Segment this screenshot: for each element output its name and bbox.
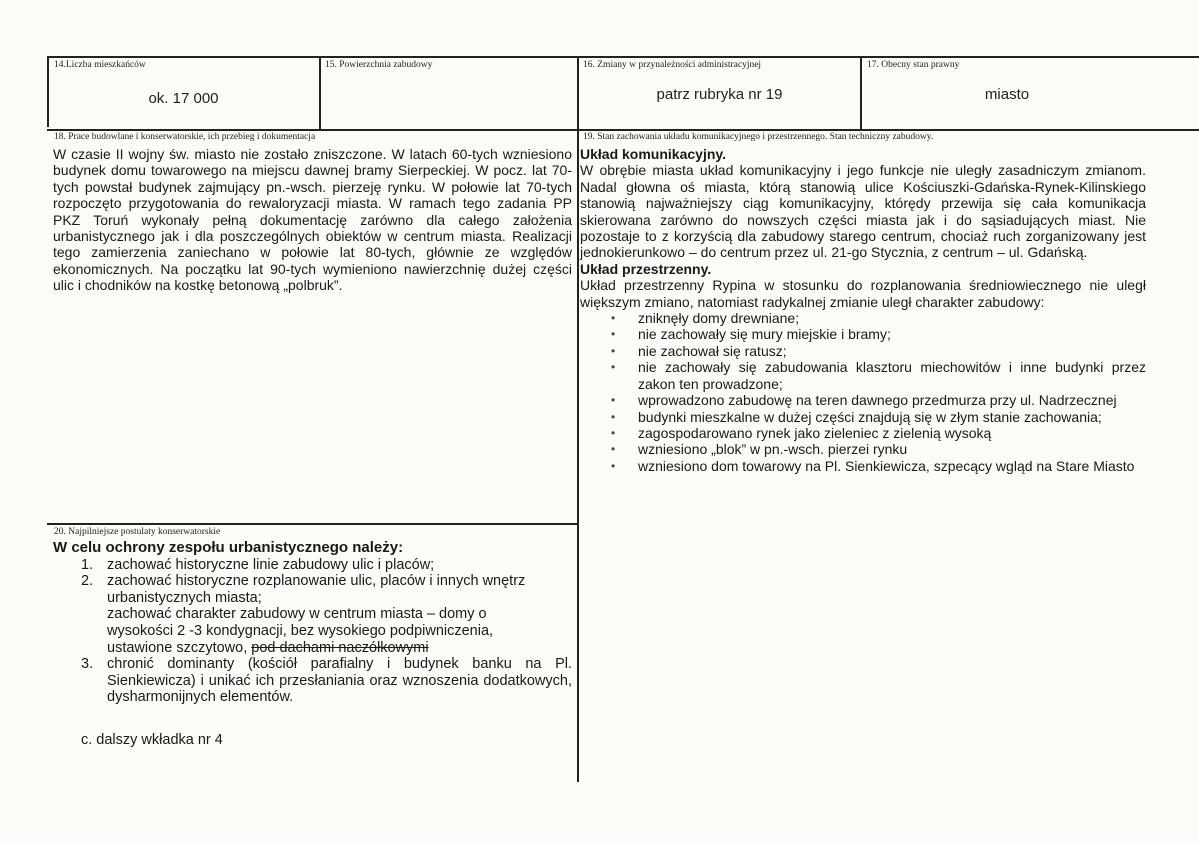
section-20-body	[53, 540, 572, 749]
section-18-caption: 18. Prace budowlane i konserwatorskie, ich przebieg i dokumentacja	[54, 132, 316, 142]
sub-paragraph	[53, 606, 547, 656]
section-20-top-border	[47, 523, 578, 525]
section-19-body	[580, 146, 1146, 474]
struck-text: pod dachami naczółkowymi	[251, 639, 429, 656]
list-item	[53, 573, 572, 606]
section-18-body	[53, 146, 572, 294]
list-item: • zagospodarowano rynek jako zieleniec z zielenią wysoką	[638, 425, 1146, 441]
changes-list	[580, 310, 1146, 474]
section-20-caption: 20. Najpilniejsze postulaty konserwatorskie	[54, 527, 221, 537]
field-17-caption: 17. Obecny stan prawny	[867, 60, 960, 70]
list-item: • nie zachowały się mury miejskie i bramy;	[638, 326, 1146, 342]
postulates-list-cont	[53, 656, 572, 706]
list-item: • nie zachowały się zabudowania klasztoru miechowitów i inne budynki przez zakon ten prowadzone;	[638, 359, 1146, 392]
population-value: ok. 17 000	[148, 90, 219, 107]
header-bottom-border	[47, 129, 1199, 131]
header-divider-1	[319, 56, 321, 129]
spatial-text: Układ przestrzenny Rypina w stosunku do rozplanowania średniowiecznego nie uległ większym zmiano, natomiast radykalnej zmianie uległ charakter zabudowy:	[580, 277, 1146, 310]
item-number: 1.	[81, 556, 94, 573]
postulates-list	[53, 557, 572, 607]
sub-paragraph-text: zachować charakter zabudowy w centrum miasta – domy o wysokości 2 -3 kondygnacji, bez wysokiego podpiwniczenia, ustawione szczytowo,	[107, 606, 494, 656]
item-text: zachować historyczne rozplanowanie ulic, placów i innych wnętrz urbanistycznych miasta;	[107, 573, 526, 606]
item-text: zachować historyczne linie zabudowy ulic i placów;	[107, 556, 435, 573]
transport-heading: Układ komunikacyjny.	[580, 146, 727, 162]
item-number: 2.	[81, 573, 94, 590]
postulates-heading: W celu ochrony zespołu urbanistycznego należy:	[53, 539, 404, 556]
transport-text: W obrębie miasta układ komunikacyjny i jego funkcje nie uległy zasadniczym zmianom. Nadal głowna oś miasta, którą stanowią ulice Kościuszki-Gdańska-Rynek-Kilinskiego stanowią najważniejszy ciąg komunikacyjny, którędy przewija się cała komunikacja skierowana zarówno do nowszych części miasta jak i do sąsiadujących miast. Nie pozostaje to z korzyścią dla zabudowy starego centrum, chociaż ruch zorganizowany jest jednokierunkowo – do centrum przez ul. 21-go Stycznia, z centrum – ul. Gdańską.	[580, 162, 1146, 261]
top-border	[47, 56, 1199, 58]
list-item: • nie zachował się ratusz;	[638, 343, 1146, 359]
item-text: chronić dominanty (kościół parafialny i budynek banku na Pl. Sienkiewicza) i unikać ich przesłaniania oraz wznoszenia dodatkowych, dysharmonijnych elementów.	[107, 656, 572, 706]
list-item: • zniknęły domy drewniane;	[638, 310, 1146, 326]
list-item: • budynki mieszkalne w dużej części znajdują się w złym stanie zachowania;	[638, 409, 1146, 425]
spatial-heading: Układ przestrzenny.	[580, 260, 712, 277]
list-item: • wzniesiono dom towarowy na Pl. Sienkiewicza, szpecący wgląd na Stare Miasto	[638, 458, 1146, 474]
legal-status-value: miasto	[984, 86, 1030, 103]
admin-changes-value: patrz rubryka nr 19	[656, 86, 783, 103]
field-16-caption: 16. Zmiany w przynależności administracyjnej	[583, 60, 762, 70]
continuation-note: c. dalszy wkładka nr 4	[81, 731, 223, 748]
item-number: 3.	[81, 656, 94, 673]
list-item	[53, 557, 572, 574]
list-item: • wprowadzono zabudowę na teren dawnego przedmurza przy ul. Nadrzecznej	[638, 392, 1146, 408]
list-item	[53, 656, 572, 706]
field-14-caption: 14.Liczba mieszkańców	[54, 60, 146, 70]
center-divider	[577, 56, 579, 782]
field-15-caption: 15. Powierzchnia zabudowy	[325, 60, 433, 70]
list-item: • wzniesiono „blok” w pn.-wsch. pierzei rynku	[638, 441, 1146, 457]
section-19-caption: 19. Stan zachowania układu komunikacyjnego i przestrzennego. Stan techniczny zabudowy.	[583, 132, 934, 142]
section-18-text: W czasie II wojny św. miasto nie zostało zniszczone. W latach 60-tych wzniesiono budynek domu towarowego na miejscu dawnej bramy Sierpeckiej. W pocz. lat 70-tych powstał budynek zajmujący pn.-wsch. pierzeję rynku. W połowie lat 70-tych rozpoczęto przygotowania do rewaloryzacji miasta. W ramach tego zadania PP PKZ Toruń wykonały pełną dokumentację zarówno dla całego założenia urbanistycznego jak i dla poszczególnych obiektów w centrum miasta. Realizacji tego zamierzenia zaniechano w połowie lat 80-tych, głównie ze względów ekonomicznych. Na początku lat 90-tych wymieniono nawierzchnię dużej części ulic i chodników na kostkę betonową „polbruk”.	[53, 146, 572, 294]
